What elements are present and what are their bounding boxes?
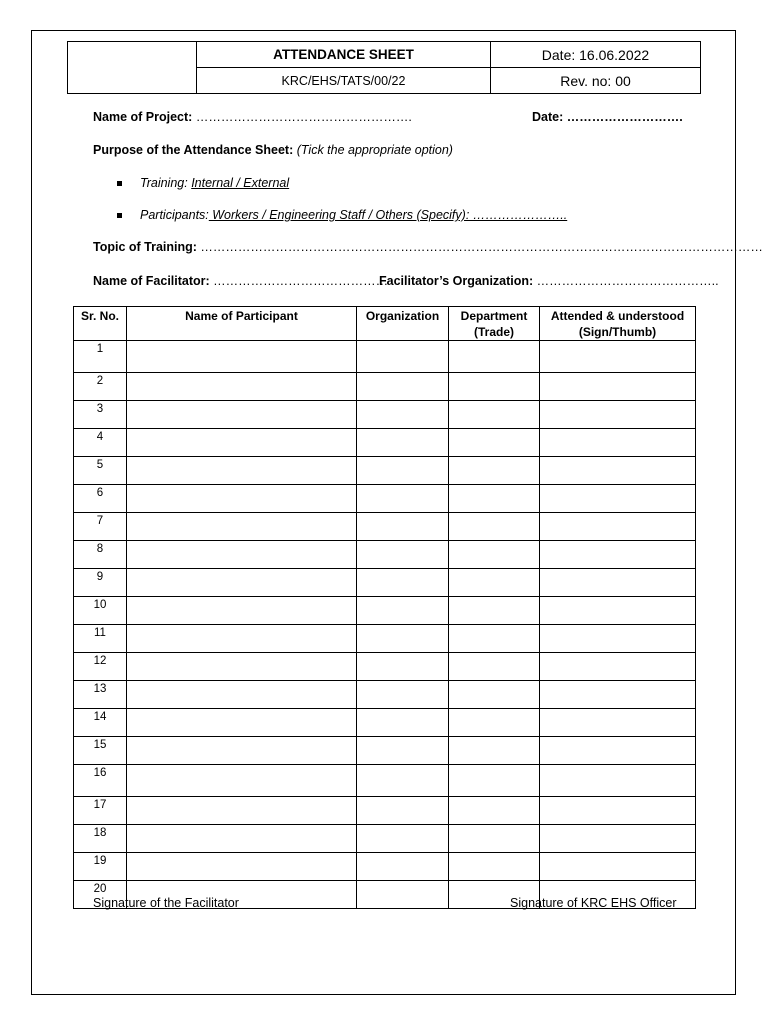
purpose-label: Purpose of the Attendance Sheet: [93,143,294,157]
purpose-line [93,143,453,157]
table-row [74,737,696,765]
sr-no-cell: 15 [74,737,127,765]
participant-name-cell[interactable] [127,797,357,825]
document-title: ATTENDANCE SHEET [197,42,491,68]
participant-name-cell[interactable] [127,681,357,709]
table-row [74,625,696,653]
participant-name-cell[interactable] [127,825,357,853]
department-cell[interactable] [449,373,540,401]
purpose-hint: (Tick the appropriate option) [293,143,453,157]
participant-name-cell[interactable] [127,653,357,681]
table-row [74,373,696,401]
participants-label: Participants: [140,208,209,222]
organization-cell[interactable] [357,485,449,513]
document-number: KRC/EHS/TATS/00/22 [197,68,491,94]
organization-cell[interactable] [357,653,449,681]
participant-name-cell[interactable] [127,625,357,653]
table-row [74,653,696,681]
organization-cell[interactable] [357,429,449,457]
participant-name-cell[interactable] [127,569,357,597]
date-label: Date: [532,110,564,124]
facilitator-org-blank: …………………………………….. [533,274,719,288]
department-cell[interactable] [449,765,540,797]
department-cell[interactable] [449,797,540,825]
sr-no-cell: 19 [74,853,127,881]
officer-signature-label: Signature of KRC EHS Officer [510,896,677,910]
document-header [67,41,701,94]
table-row [74,569,696,597]
training-option[interactable] [140,176,289,190]
sr-no-cell: 13 [74,681,127,709]
table-header-row [74,307,696,341]
participant-name-cell[interactable] [127,513,357,541]
signature-cell[interactable] [540,737,696,765]
sr-no-cell: 6 [74,485,127,513]
table-row [74,429,696,457]
participant-name-cell[interactable] [127,597,357,625]
participants-choices[interactable]: Workers / Engineering Staff / Others (Specify): ………………….. [208,208,568,222]
signature-cell[interactable] [540,853,696,881]
signature-cell[interactable] [540,569,696,597]
facilitator-org-label: Facilitator’s Organization: [379,274,534,288]
facilitator-signature-label: Signature of the Facilitator [93,896,239,910]
sr-no-cell: 8 [74,541,127,569]
department-cell[interactable] [449,541,540,569]
bullet-icon [117,213,122,218]
organization-cell[interactable] [357,569,449,597]
project-field[interactable] [93,110,412,124]
project-blank: ……………………………………………. [192,110,412,124]
table-row [74,853,696,881]
department-cell[interactable] [449,401,540,429]
signature-cell[interactable] [540,765,696,797]
facilitator-label: Name of Facilitator: [93,274,210,288]
participant-name-cell[interactable] [127,853,357,881]
sr-no-cell: 1 [74,341,127,373]
table-row [74,597,696,625]
sr-no-cell: 20 [74,881,127,909]
organization-cell[interactable] [357,625,449,653]
topic-field[interactable] [93,240,763,254]
revision-number: Rev. no: 00 [491,68,701,94]
participant-name-cell[interactable] [127,765,357,797]
column-header-sr-no: Sr. No. [74,307,127,341]
topic-blank: ……………………………………………………………………………………………………………………… [196,240,763,254]
signature-cell[interactable] [540,401,696,429]
signature-cell[interactable] [540,797,696,825]
sr-no-cell: 17 [74,797,127,825]
organization-cell[interactable] [357,597,449,625]
organization-cell[interactable] [357,825,449,853]
project-label: Name of Project: [93,110,193,124]
organization-cell[interactable] [357,881,449,909]
signature-cell[interactable] [540,541,696,569]
participant-name-cell[interactable] [127,401,357,429]
organization-cell[interactable] [357,853,449,881]
department-cell[interactable] [449,681,540,709]
signature-cell[interactable] [540,485,696,513]
sr-no-cell: 12 [74,653,127,681]
document-date: Date: 16.06.2022 [491,42,701,68]
sr-no-cell: 16 [74,765,127,797]
sr-no-cell: 14 [74,709,127,737]
participant-name-cell[interactable] [127,429,357,457]
organization-cell[interactable] [357,797,449,825]
signature-cell[interactable] [540,513,696,541]
participant-name-cell[interactable] [127,541,357,569]
sr-no-cell: 10 [74,597,127,625]
organization-cell[interactable] [357,681,449,709]
sr-no-cell: 5 [74,457,127,485]
organization-cell[interactable] [357,737,449,765]
attendance-table [73,306,696,909]
organization-cell[interactable] [357,401,449,429]
participant-name-cell[interactable] [127,457,357,485]
organization-cell[interactable] [357,341,449,373]
sr-no-cell: 18 [74,825,127,853]
department-cell[interactable] [449,513,540,541]
column-header-organization: Organization [357,307,449,341]
department-cell[interactable] [449,625,540,653]
organization-cell[interactable] [357,709,449,737]
department-cell[interactable] [449,597,540,625]
organization-cell[interactable] [357,541,449,569]
department-cell[interactable] [449,737,540,765]
facilitator-org-field[interactable] [379,274,719,288]
training-label: Training: [140,176,192,190]
department-cell[interactable] [449,429,540,457]
signature-cell[interactable] [540,341,696,373]
participant-name-cell[interactable] [127,709,357,737]
date-field[interactable] [532,110,683,124]
department-cell[interactable] [449,653,540,681]
sr-no-cell: 2 [74,373,127,401]
organization-cell[interactable] [357,373,449,401]
signature-cell[interactable] [540,625,696,653]
table-row [74,825,696,853]
department-cell[interactable] [449,457,540,485]
participant-name-cell[interactable] [127,485,357,513]
bullet-icon [117,181,122,186]
department-cell[interactable] [449,825,540,853]
table-row [74,341,696,373]
organization-cell[interactable] [357,513,449,541]
signature-cell[interactable] [540,825,696,853]
attendance-rows [74,341,696,909]
column-header-department: Department (Trade) [449,307,540,341]
signature-cell[interactable] [540,373,696,401]
table-row [74,709,696,737]
department-cell[interactable] [449,709,540,737]
sr-no-cell: 11 [74,625,127,653]
table-row [74,457,696,485]
department-cell[interactable] [449,569,540,597]
table-row [74,541,696,569]
training-choices[interactable]: Internal / External [191,176,290,190]
table-row [74,485,696,513]
signature-cell[interactable] [540,429,696,457]
column-header-name: Name of Participant [127,307,357,341]
organization-cell[interactable] [357,457,449,485]
date-blank: ………………………. [563,110,683,124]
sr-no-cell: 9 [74,569,127,597]
participant-name-cell[interactable] [127,737,357,765]
signature-cell[interactable] [540,653,696,681]
organization-cell[interactable] [357,765,449,797]
facilitator-blank: …………………………………… [209,274,389,288]
sr-no-cell: 4 [74,429,127,457]
table-row [74,401,696,429]
table-row [74,681,696,709]
department-cell[interactable] [449,853,540,881]
sr-no-cell: 7 [74,513,127,541]
signature-cell[interactable] [540,597,696,625]
table-row [74,513,696,541]
department-cell[interactable] [449,341,540,373]
table-row [74,765,696,797]
participant-name-cell[interactable] [127,373,357,401]
topic-label: Topic of Training: [93,240,197,254]
facilitator-field[interactable] [93,274,388,288]
signature-cell[interactable] [540,709,696,737]
logo-cell [68,42,197,94]
participants-option[interactable] [140,208,567,222]
participant-name-cell[interactable] [127,341,357,373]
sr-no-cell: 3 [74,401,127,429]
signature-cell[interactable] [540,681,696,709]
table-row [74,797,696,825]
signature-cell[interactable] [540,457,696,485]
department-cell[interactable] [449,485,540,513]
column-header-sign: Attended & understood (Sign/Thumb) [540,307,696,341]
